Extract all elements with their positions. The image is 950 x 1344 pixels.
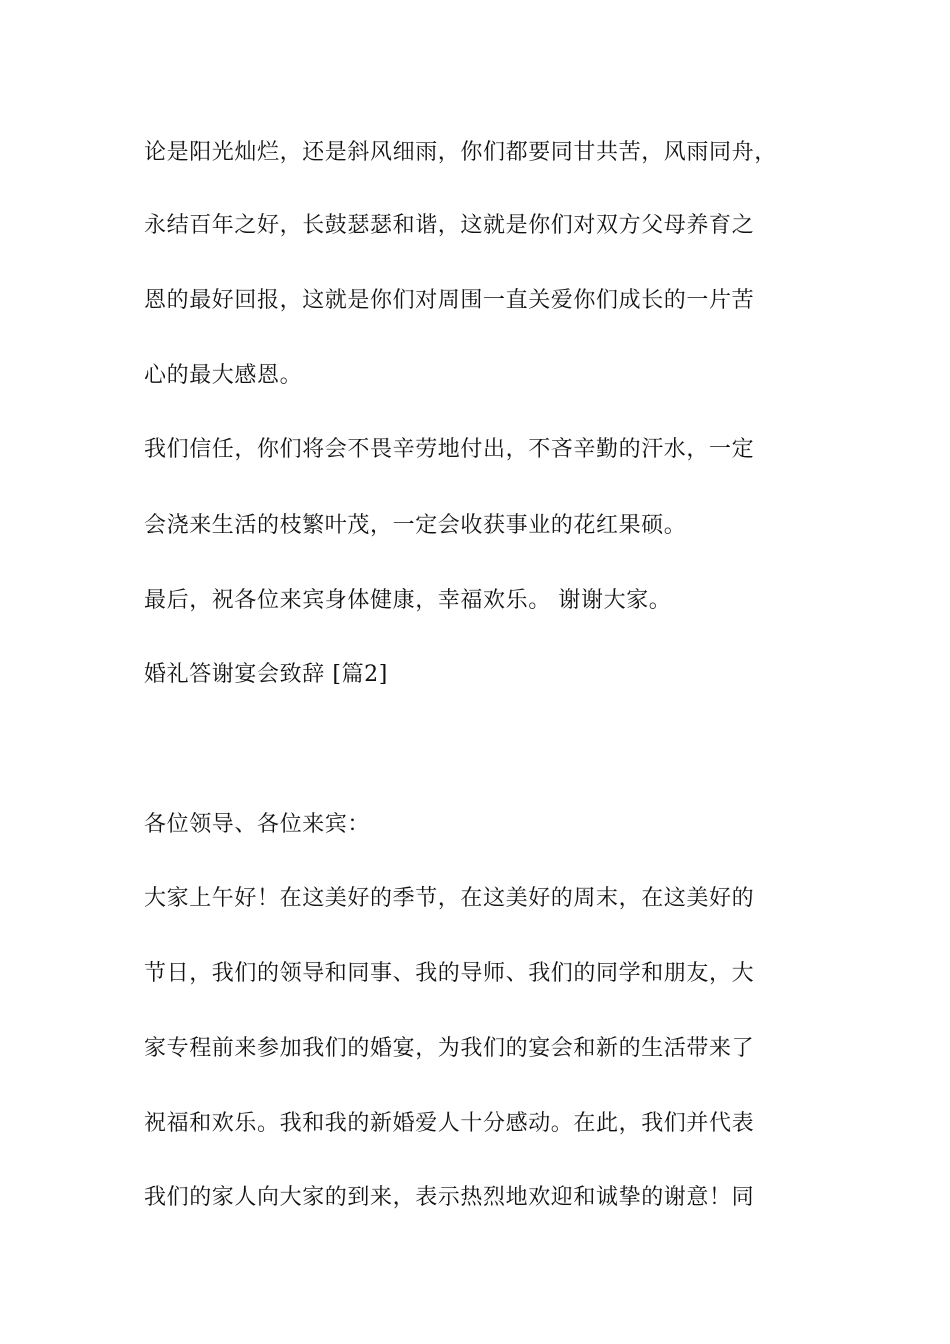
text-line: 会浇来生活的枝繁叶茂，一定会收获事业的花红果硕。 xyxy=(144,513,687,538)
text-line: 论是阳光灿烂，还是斜风细雨，你们都要同甘共苦，风雨同舟， xyxy=(144,140,777,165)
text-line: 永结百年之好，长鼓瑟瑟和谐，这就是你们对双方父母养育之 xyxy=(144,213,755,238)
text-line: 家专程前来参加我们的婚宴，为我们的宴会和新的生活带来了 xyxy=(144,1036,755,1061)
text-line: 我们信任，你们将会不畏辛劳地付出，不吝辛勤的汗水，一定 xyxy=(144,437,755,462)
salutation: 各位领导、各位来宾： xyxy=(144,812,371,837)
text-line: 我们的家人向大家的到来，表示热烈地欢迎和诚挚的谢意！同 xyxy=(144,1185,755,1210)
text-line: 节日，我们的领导和同事、我的导师、我们的同学和朋友，大 xyxy=(144,961,755,986)
text-line: 恩的最好回报，这就是你们对周围一直关爱你们成长的一片苦 xyxy=(144,288,755,313)
text-line: 祝福和欢乐。我和我的新婚爱人十分感动。在此，我们并代表 xyxy=(144,1111,755,1136)
text-line: 大家上午好！在这美好的季节，在这美好的周末，在这美好的 xyxy=(144,886,755,911)
text-line: 心的最大感恩。 xyxy=(144,363,303,388)
section-heading: 婚礼答谢宴会致辞 [篇2] xyxy=(144,662,388,687)
text-line: 最后，祝各位来宾身体健康，幸福欢乐。 谢谢大家。 xyxy=(144,588,672,613)
